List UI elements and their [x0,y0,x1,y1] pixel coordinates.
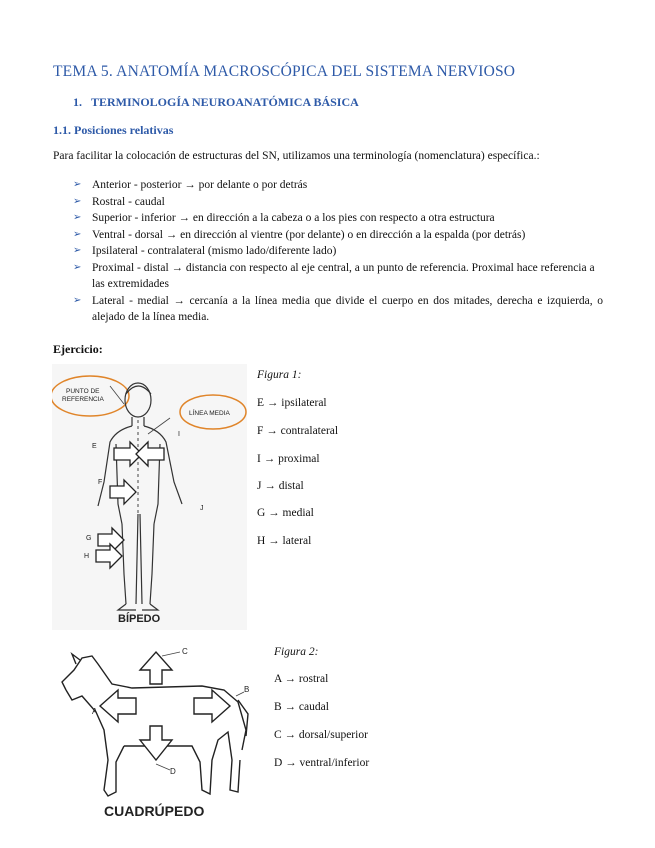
figure2-answer: D → ventral/inferior [274,757,370,769]
letter-label: G [86,535,92,542]
list-item: ➢ Proximal - distal → distancia con respecto al eje central, a un punto de referencia. Proximal hace referencia a las extremidades [73,261,595,290]
section-number: 1. [73,95,82,109]
section-heading [73,95,359,110]
list-item: ➢ Anterior - posterior → por delante o por detrás [73,177,603,194]
section-label: TERMINOLOGÍA NEUROANATÓMICA BÁSICA [91,95,359,109]
figure2-answer: C → dorsal/superior [274,729,368,741]
letter-label: D [170,767,176,776]
quadruped-caption: CUADRÚPEDO [104,803,205,819]
figure1-answer: F → contralateral [257,425,339,437]
letter-label: A [92,707,98,716]
quadruped-figure [52,640,262,826]
biped-figure [52,364,247,630]
letter-label: F [98,479,103,486]
figure2-answer: B → caudal [274,701,329,713]
arrow-bullet-icon: ➢ [73,179,82,190]
arrow-bullet-icon: ➢ [73,294,82,306]
figure1-answer: H → lateral [257,535,312,547]
terminology-list [73,177,603,326]
arrow-bullet-icon: ➢ [73,212,82,223]
arrow-bullet-icon: ➢ [73,261,82,273]
figure1-answer: E → ipsilateral [257,397,327,409]
figure2-answer: A → rostral [274,673,329,685]
letter-label: E [92,443,97,450]
midline-label: LÍNEA MEDIA [189,410,230,417]
letter-label: B [244,685,250,694]
arrow-bullet-icon: ➢ [73,228,82,240]
figure2-caption: Figura 2: [274,646,319,658]
arrow-bullet-icon: ➢ [73,195,82,207]
figure1-answer: J → distal [257,480,304,492]
figure1-answer: G → medial [257,507,314,519]
letter-label: C [182,647,188,656]
page-title: TEMA 5. ANATOMÍA MACROSCÓPICA DEL SISTEMA NERVIOSO [53,63,516,80]
list-item: ➢ Superior - inferior → en dirección a la cabeza o a los pies con respecto a otra estructura [73,210,603,227]
biped-caption: BÍPEDO [118,613,161,625]
list-item: ➢ Ventral - dorsal → en dirección al vientre (por delante) o en dirección a la espalda (por detrás) [73,227,603,244]
intro-paragraph: Para facilitar la colocación de estructuras del SN, utilizamos una terminología (nomenclatura) específica.: [53,150,540,162]
reference-point-label: PUNTO DE [66,388,100,395]
subsection-heading: 1.1. Posiciones relativas [53,123,174,137]
list-item: ➢ Lateral - medial → cercanía a la línea media que divide el cuerpo en dos mitades, derecha e izquierda, o alejado de la línea media. [73,294,603,323]
list-item: ➢ Ipsilateral - contralateral (mismo lado/diferente lado) [73,243,603,260]
letter-label: J [200,505,204,512]
figure1-answer: I → proximal [257,453,320,465]
list-item: ➢ Rostral - caudal [73,194,603,211]
letter-label: I [178,431,180,438]
arrow-bullet-icon: ➢ [73,245,82,256]
reference-point-label: REFERENCIA [62,396,104,403]
figure1-caption: Figura 1: [257,369,302,381]
letter-label: H [84,553,90,560]
exercise-heading: Ejercicio: [53,342,103,356]
